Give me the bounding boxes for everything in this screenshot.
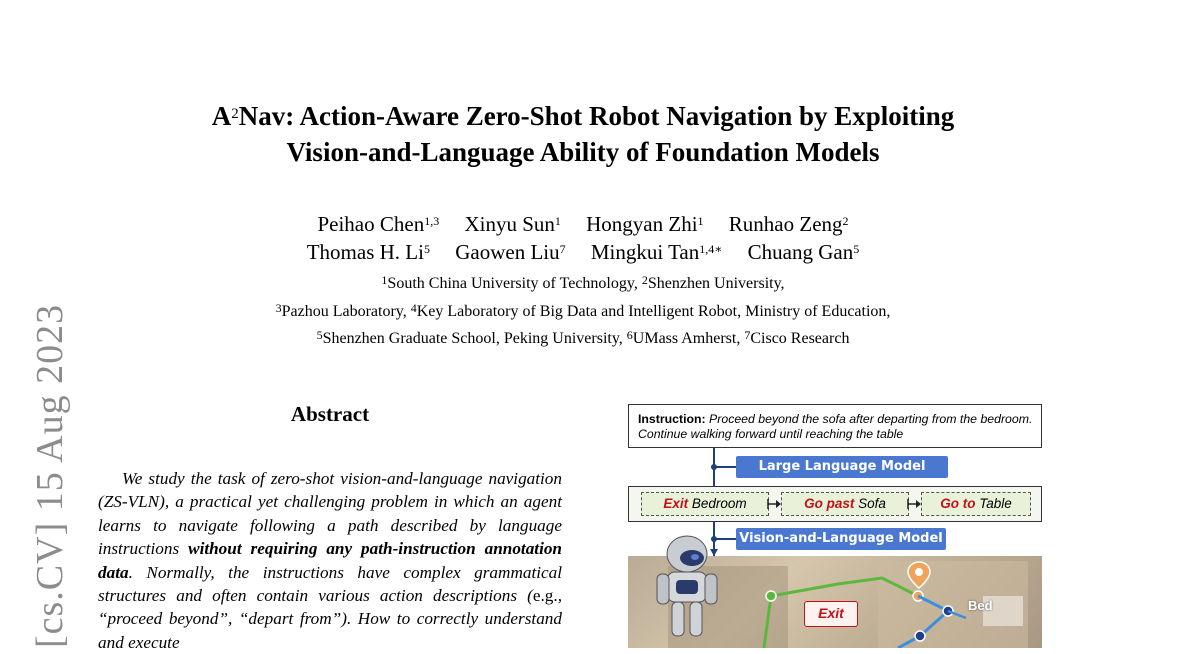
vlm-box: Vision-and-Language Model xyxy=(736,528,946,550)
author: Peihao Chen$^{1,3}$ xyxy=(317,212,440,236)
affiliation-line: $^3$Pazhou Laboratory, $^4$Key Laboratory of Big Data and Intelligent Robot, Ministry of Education, xyxy=(275,300,891,320)
affiliations xyxy=(100,270,1066,353)
overview-figure xyxy=(628,404,1046,648)
author: Gaowen Liu$^7$ xyxy=(455,240,566,264)
author: Runhao Zeng$^2$ xyxy=(728,212,849,236)
bed-label: Bed xyxy=(968,598,993,613)
action-step: Exit Bedroom xyxy=(641,492,769,516)
title-line-2: Vision-and-Language Ability of Foundation Models xyxy=(286,137,880,167)
arxiv-identifier: [cs.CV] 15 Aug 2023 xyxy=(29,303,71,648)
instruction-text: Proceed beyond the sofa after departing from the bedroom. Continue walking forward until reaching the table xyxy=(638,412,1033,441)
title-line-1: $A^2Nav$: Action-Aware Zero-Shot Robot Navigation by Exploiting xyxy=(211,101,955,131)
author: Thomas H. Li$^5$ xyxy=(306,240,430,264)
abstract-text: We study the task of zero-shot vision-and-language navigation (ZS-VLN), a practical yet challenging problem in which an agent learns to navigate following a path described by language instructions without requiring any path-instruction annotation data. Normally, the instructions have complex grammatical structures and often contain various action descriptions (e.g., “proceed beyond”, “depart from”). How to correctly understand and execute xyxy=(98,469,562,652)
action-sequence xyxy=(628,486,1042,522)
author-row-1 xyxy=(100,210,1066,238)
start-pin-icon xyxy=(907,560,931,594)
author-list xyxy=(100,210,1066,266)
paper-title xyxy=(100,98,1066,170)
affiliation-line: $^1$South China University of Technology, $^2$Shenzhen University, xyxy=(381,273,785,292)
action-step: Go past Sofa xyxy=(781,492,909,516)
author: Chuang Gan$^5$ xyxy=(747,240,860,264)
abstract-heading: Abstract xyxy=(290,402,370,426)
author-row-2 xyxy=(100,238,1066,266)
action-step: Go to Table xyxy=(921,492,1031,516)
action-arrows xyxy=(628,486,1042,522)
affiliation-line: $^5$Shenzhen Graduate School, Peking University, $^6$UMass Amherst, $^7$Cisco Research xyxy=(316,328,850,347)
llm-box: Large Language Model xyxy=(736,456,948,478)
exit-label: Exit xyxy=(804,601,858,627)
instruction-label: Instruction: xyxy=(638,412,706,426)
author: Mingkui Tan$^{1,4∗}$ xyxy=(590,240,723,264)
robot-icon xyxy=(652,532,722,642)
author: Xinyu Sun$^1$ xyxy=(464,212,561,236)
author: Hongyan Zhi$^1$ xyxy=(586,212,704,236)
